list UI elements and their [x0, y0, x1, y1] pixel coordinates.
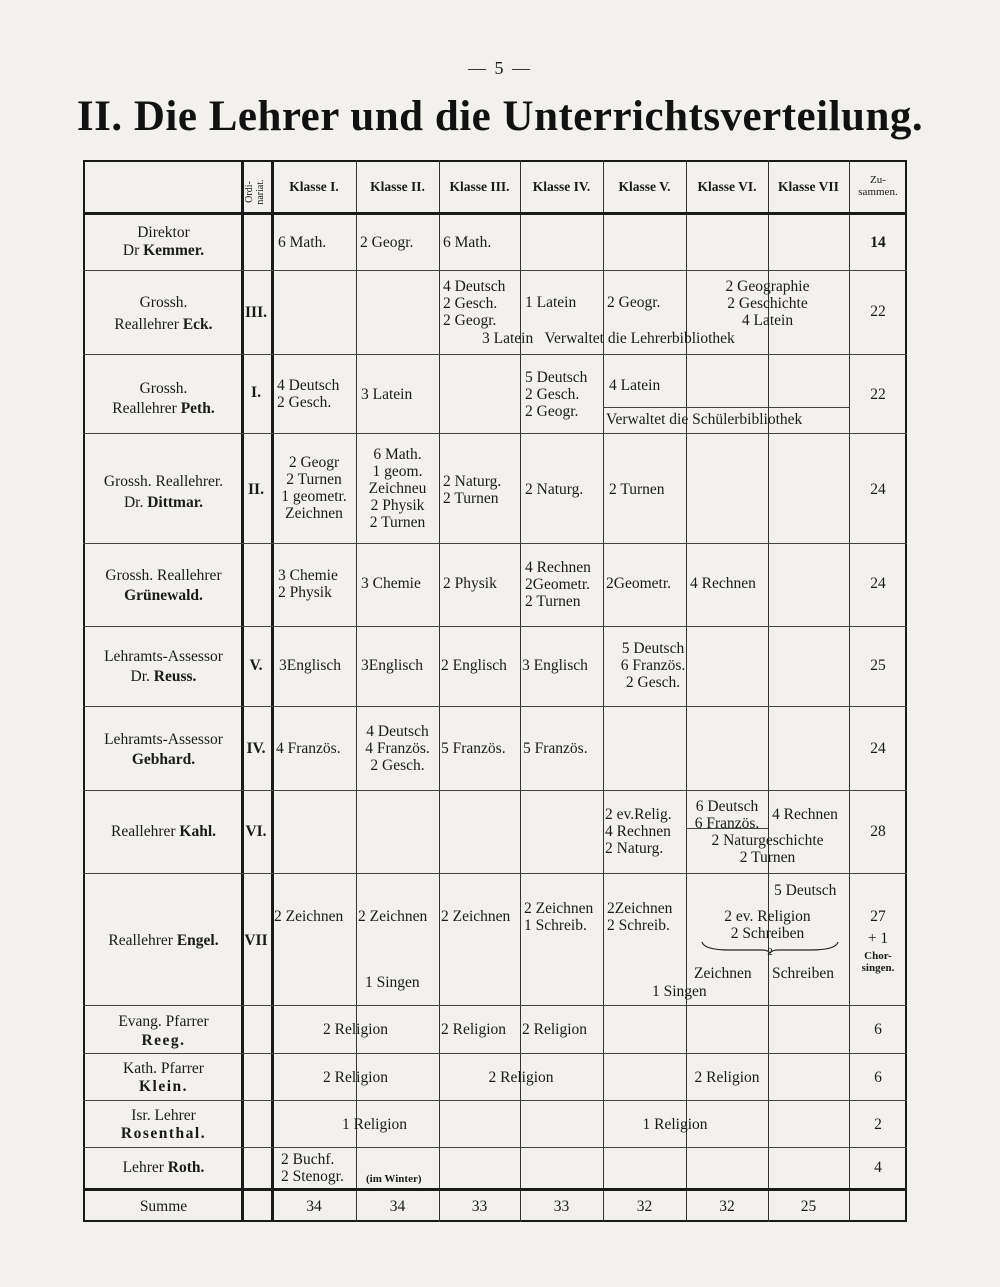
cell: 2 Buchf. 2 Stenogr. — [281, 1151, 344, 1185]
ordinariat: II. — [248, 481, 264, 498]
cell: 2 Religion — [694, 1069, 760, 1086]
sum-cell: 32 — [719, 1198, 735, 1215]
sum-label: Summe — [139, 1198, 188, 1215]
ordinariat: IV. — [246, 740, 266, 757]
teacher-name: Reallehrer Eck. — [114, 316, 213, 333]
cell: 2 Religion — [322, 1021, 388, 1038]
row-total: 14 — [870, 234, 886, 251]
cell: 3Englisch — [279, 657, 341, 674]
cell: 6 Deutsch 6 Französ. — [694, 798, 760, 832]
cell: 2 Religion — [441, 1021, 507, 1038]
column-rule — [439, 160, 440, 1222]
cell: 2 Physik — [443, 575, 497, 592]
cell: 2 Geographie 2 Geschichte 4 Latein — [725, 278, 810, 329]
teacher-title: Lehramts-Assessor — [104, 731, 223, 748]
cell: 4 Latein — [609, 377, 661, 394]
sum-cell: 33 — [471, 1198, 488, 1215]
column-rule — [271, 160, 274, 1222]
cell: 2 Zeichnen 1 Schreib. — [524, 900, 594, 934]
header-class-6: Klasse VI. — [697, 179, 757, 194]
cell: 1 Religion — [341, 1116, 407, 1133]
cell: 1 Latein — [525, 294, 577, 311]
cell: 5 Französ. — [523, 740, 588, 757]
column-rule — [356, 160, 357, 1222]
cell: 2 Zeichnen — [274, 908, 344, 925]
cell: 2 Zeichnen — [441, 908, 511, 925]
row-rule — [83, 790, 907, 791]
header-ordinariat: Ordi- nariat. — [244, 179, 266, 205]
row-total: 28 — [870, 823, 886, 840]
cell: 4 Deutsch 2 Gesch. 2 Geogr. — [443, 278, 506, 329]
cell: 2 Geogr. — [360, 234, 414, 251]
row-rule — [83, 212, 907, 215]
note: 3 Latein Verwaltet die Lehrerbibliothek — [482, 330, 735, 347]
teacher-name: Dr. Reuss. — [130, 668, 197, 685]
cell: 2 Geogr. — [607, 294, 661, 311]
cell: Schreiben — [772, 965, 834, 982]
teacher-name: Klein. — [138, 1078, 189, 1095]
teacher-name: Reallehrer Peth. — [112, 400, 215, 417]
cell: 2 Religion — [488, 1069, 554, 1086]
cell: 1 Singen — [365, 974, 420, 991]
teacher-name: Reallehrer Engel. — [108, 932, 219, 949]
teacher-title: Evang. Pfarrer — [118, 1013, 209, 1030]
divider — [768, 963, 769, 981]
teacher-name: Lehrer Roth. — [122, 1159, 205, 1176]
cell: 6 Math. — [443, 234, 492, 251]
header-total: Zu- sammen. — [858, 174, 898, 198]
cell: 5 Französ. — [441, 740, 506, 757]
ordinariat: V. — [249, 657, 263, 674]
cell: 6 Math. 1 geom. Zeichneu 2 Physik 2 Turnen — [368, 446, 427, 531]
sum-cell: 34 — [306, 1198, 322, 1215]
cell: 2Zeichnen 2 Schreib. — [607, 900, 673, 934]
row-total: 24 — [870, 481, 886, 498]
column-rule — [603, 160, 604, 1222]
teacher-title: Grossh. — [139, 294, 188, 311]
cell: 2 Zeichnen — [358, 908, 428, 925]
cell: 1 Religion — [642, 1116, 708, 1133]
teacher-name: Reallehrer Kahl. — [110, 823, 217, 840]
brace-label: 2 — [767, 946, 773, 958]
header-class-5: Klasse V. — [618, 179, 671, 194]
teacher-title: Kath. Pfarrer — [123, 1060, 204, 1077]
row-rule — [83, 354, 907, 355]
row-total: 6 — [874, 1069, 882, 1086]
row-total: 27 — [870, 908, 886, 925]
teacher-name: Dr Kemmer. — [122, 242, 205, 259]
cell: 2 Religion — [322, 1069, 388, 1086]
cell: 2 Naturg. — [525, 481, 584, 498]
sum-cell: 33 — [553, 1198, 570, 1215]
cell: 2 ev.Relig. 4 Rechnen 2 Naturg. — [605, 806, 672, 857]
cell: 5 Deutsch 2 Gesch. 2 Geogr. — [525, 369, 588, 420]
row-total: 6 — [874, 1021, 882, 1038]
cell: 3 Latein — [361, 386, 413, 403]
teacher-name: Rosenthal. — [120, 1125, 207, 1142]
teacher-title: Isr. Lehrer — [131, 1107, 196, 1124]
row-rule — [83, 706, 907, 707]
row-total: 22 — [870, 386, 886, 403]
cell: 5 Deutsch — [774, 882, 837, 899]
teacher-name: Gebhard. — [131, 751, 196, 768]
teacher-name: Grünewald. — [124, 587, 203, 604]
row-rule — [83, 1147, 907, 1148]
teacher-name: Dr. Dittmar. — [123, 494, 204, 511]
header-class-1: Klasse I. — [289, 179, 339, 194]
cell: Zeichnen — [694, 965, 752, 982]
row-rule — [83, 1188, 907, 1191]
row-rule — [83, 543, 907, 544]
cell: 2 Religion — [522, 1021, 588, 1038]
sum-cell: 25 — [800, 1198, 817, 1215]
teacher-title: Lehramts-Assessor — [104, 648, 223, 665]
ordinariat: VII — [244, 932, 268, 949]
cell: 4 Deutsch 2 Gesch. — [277, 377, 340, 411]
row-total: 25 — [870, 657, 886, 674]
teacher-name: Reeg. — [141, 1032, 186, 1049]
column-rule — [520, 160, 521, 1222]
header-class-2: Klasse II. — [370, 179, 425, 194]
cell: 5 Deutsch 6 Französ. 2 Gesch. — [620, 640, 686, 691]
note-rule — [603, 407, 849, 408]
cell: 2 Englisch — [441, 657, 507, 674]
cell: 2 Naturg. 2 Turnen — [443, 473, 502, 507]
row-total: 2 — [874, 1116, 882, 1133]
row-rule — [83, 1053, 907, 1054]
cell: 2Geometr. — [606, 575, 671, 592]
cell: 3 Englisch — [522, 657, 588, 674]
cell: 3 Chemie 2 Physik — [278, 567, 338, 601]
row-rule — [83, 270, 907, 271]
cell: 6 Math. — [278, 234, 327, 251]
row-total: 22 — [870, 303, 886, 320]
teacher-title: Grossh. — [139, 380, 188, 397]
cell: 4 Rechnen — [690, 575, 756, 592]
row-rule — [83, 433, 907, 434]
row-rule — [83, 1005, 907, 1006]
row-total: 4 — [874, 1159, 882, 1176]
ordinariat: VI. — [245, 823, 267, 840]
sum-cell: 34 — [389, 1198, 406, 1215]
page-title: II. Die Lehrer und die Unterrichtsverteilung. — [76, 93, 924, 140]
row-rule — [83, 1100, 907, 1101]
row-total-extra: + 1 — [867, 930, 889, 947]
cell: 2 Naturgeschichte 2 Turnen — [711, 832, 824, 866]
row-total: 24 — [870, 740, 886, 757]
cell: 2 ev. Religion 2 Schreiben — [724, 908, 811, 942]
ordinariat: I. — [251, 384, 261, 401]
cell: 2 Geogr 2 Turnen 1 geometr. Zeichnen — [281, 454, 347, 522]
row-rule — [83, 626, 907, 627]
row-total-note: Chor- singen. — [861, 950, 895, 974]
cell: 3Englisch — [361, 657, 423, 674]
cell: 4 Deutsch 4 Französ. 2 Gesch. — [365, 723, 430, 774]
ordinariat: III. — [245, 304, 267, 321]
cell: 2 Turnen — [609, 481, 665, 498]
cell: 1 Singen — [652, 983, 707, 1000]
cell: 4 Rechnen — [772, 806, 838, 823]
page-number: — 5 — — [468, 58, 532, 78]
header-class-3: Klasse III. — [449, 179, 510, 194]
teacher-title: Grossh. Reallehrer. — [103, 473, 224, 490]
header-class-4: Klasse IV. — [532, 179, 591, 194]
teacher-title: Direktor — [137, 224, 190, 241]
note: Verwaltet die Schülerbibliothek — [606, 411, 803, 428]
cell: 4 Französ. — [276, 740, 341, 757]
cell: 4 Rechnen 2Geometr. 2 Turnen — [525, 559, 591, 610]
header-class-7: Klasse VII — [778, 179, 839, 194]
cell: 3 Chemie — [361, 575, 421, 592]
teacher-title: Grossh. Reallehrer — [105, 567, 222, 584]
row-rule — [83, 873, 907, 874]
row-total: 24 — [870, 575, 886, 592]
cell-note: (im Winter) — [366, 1173, 422, 1185]
sum-cell: 32 — [636, 1198, 653, 1215]
